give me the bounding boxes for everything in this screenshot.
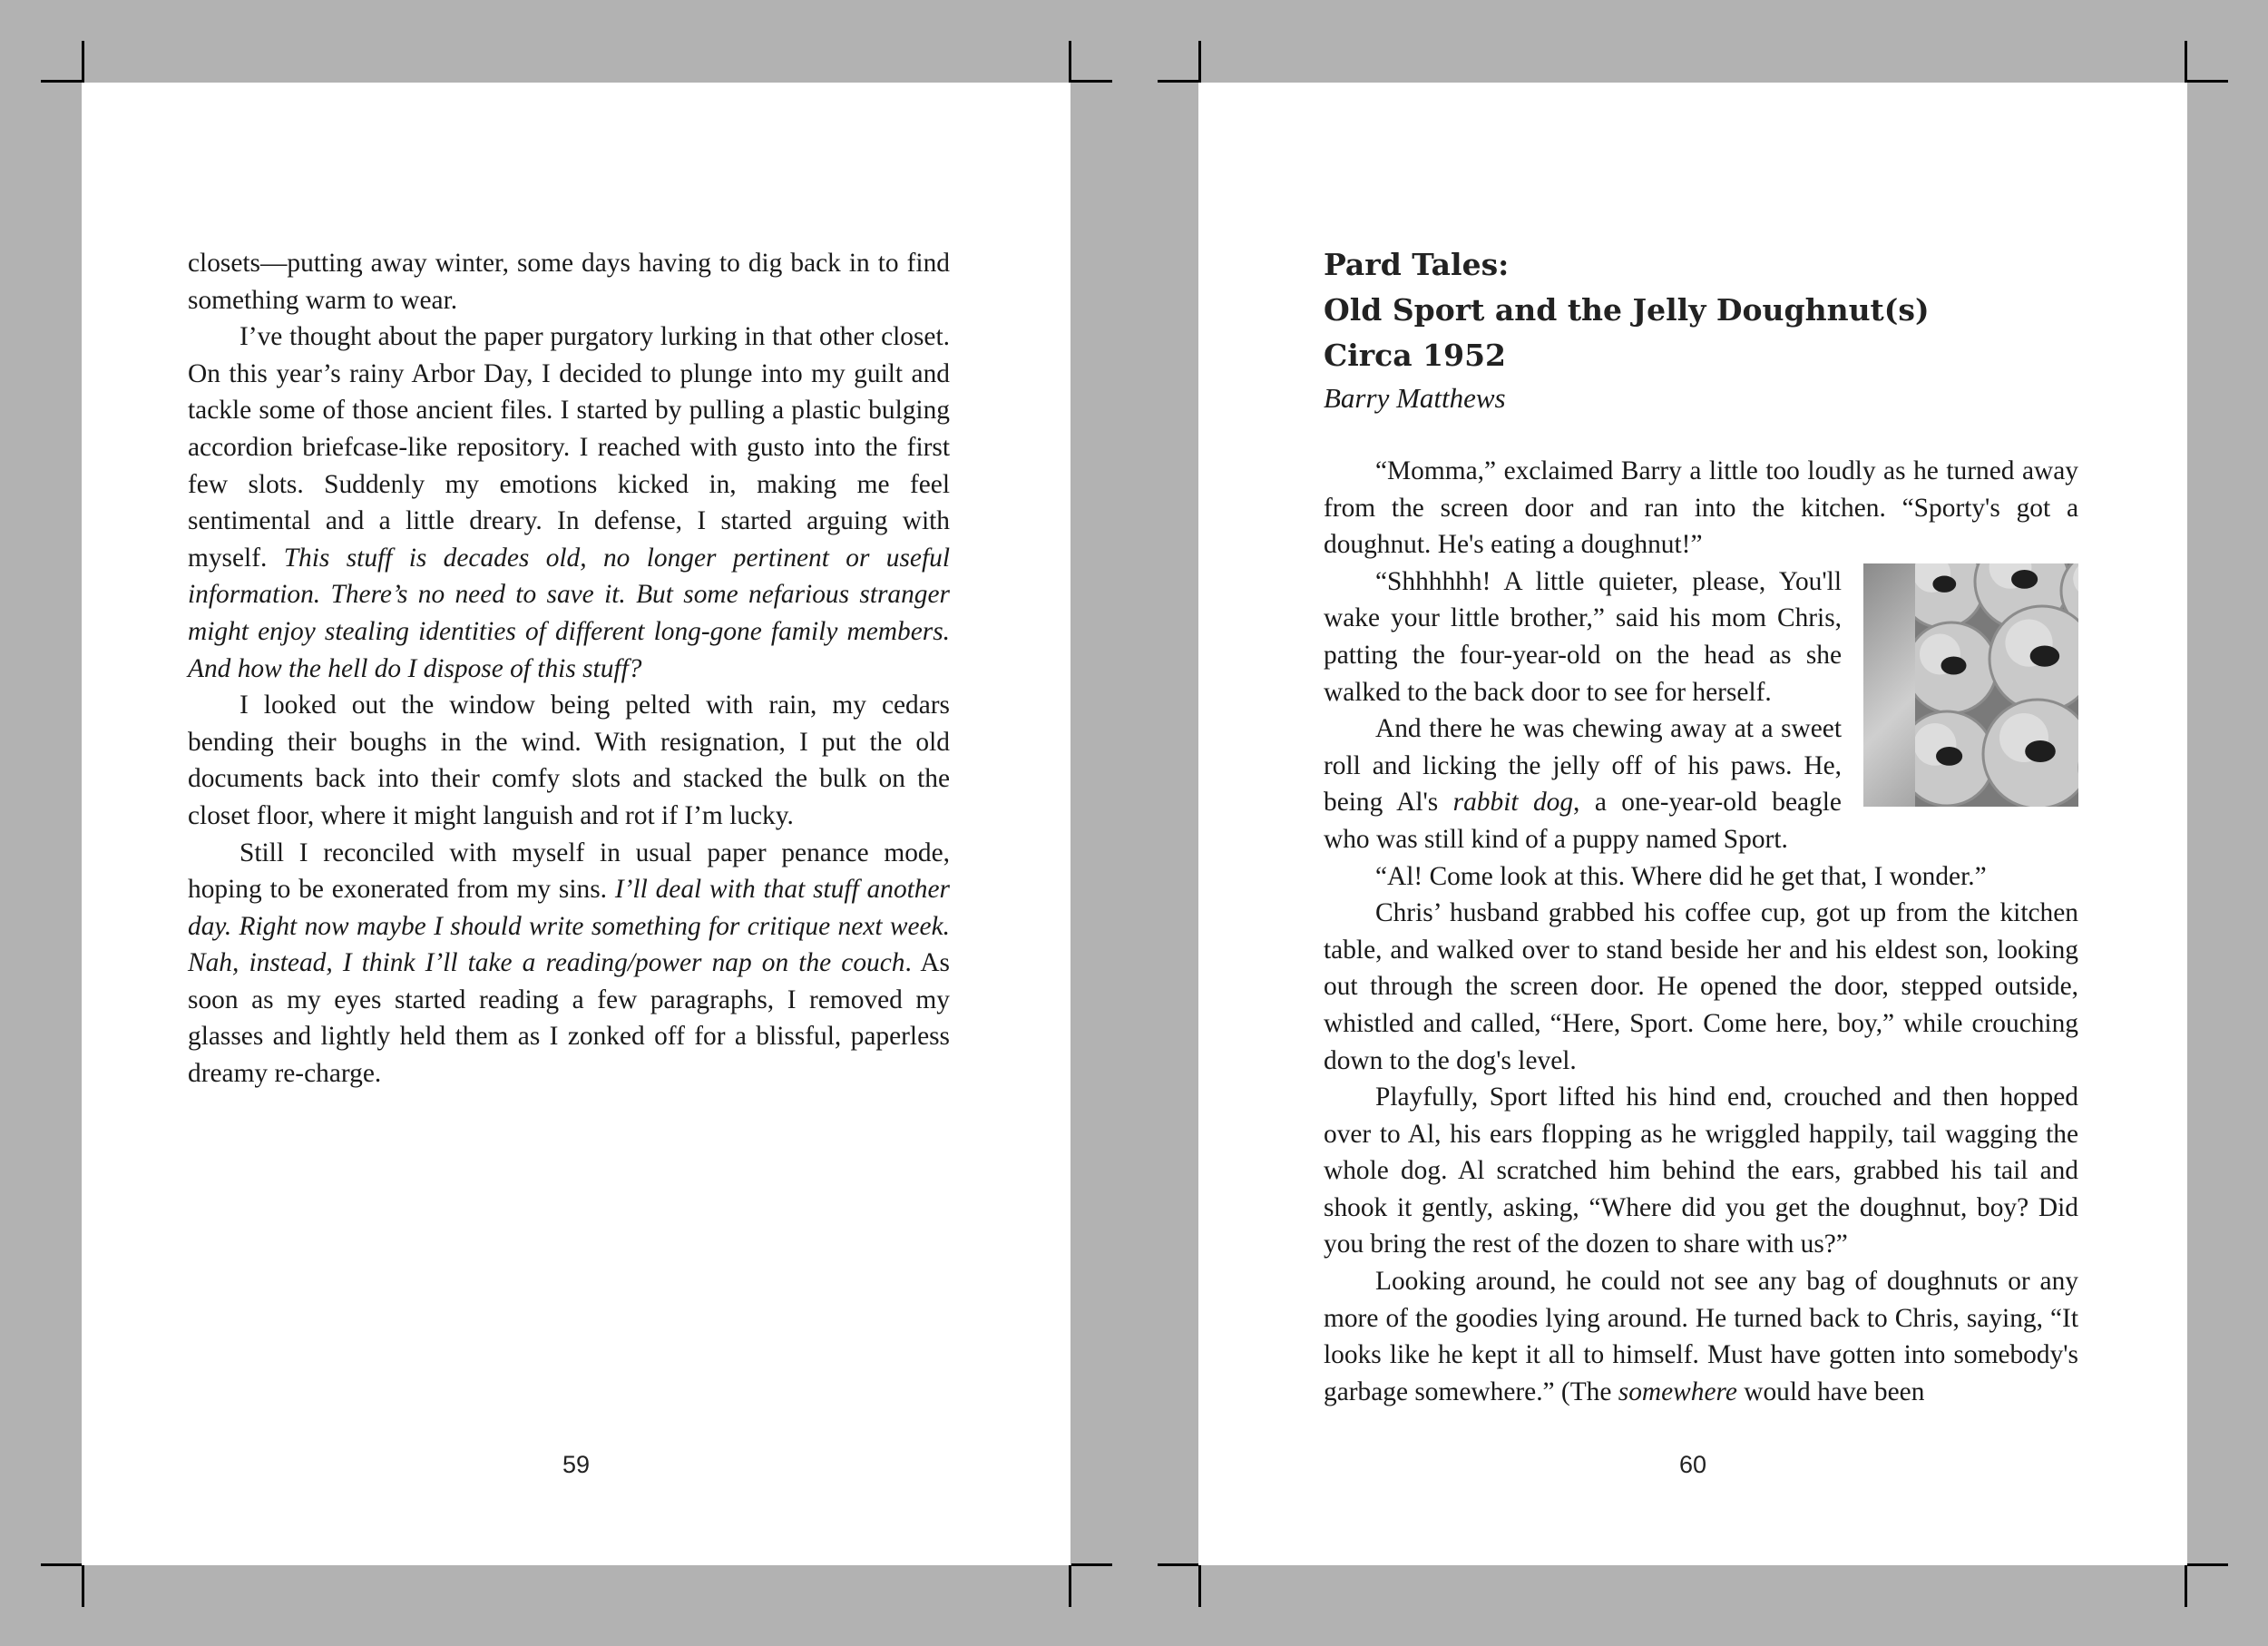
italic-run: somewhere: [1618, 1377, 1737, 1406]
crop-mark: [82, 1565, 84, 1607]
paragraph: [1324, 858, 2078, 896]
jelly-spot: [2030, 645, 2059, 666]
left-page: [82, 83, 1070, 1565]
crop-mark: [1198, 1565, 1201, 1607]
jelly-spot: [2025, 740, 2056, 762]
crop-mark: [1158, 80, 1198, 83]
text-run: I looked out the window being pelted with rain, my cedars bending their boughs in the wind. With resignation, I put the old documents back into their comfy slots and stacked the bulk on the closet floor, where it might languish and rot if I’m lucky.: [188, 691, 950, 830]
crop-mark: [2185, 41, 2187, 83]
left-page-body: [188, 245, 950, 1092]
jelly-spot: [1941, 656, 1967, 674]
paragraph: [1324, 1263, 2078, 1410]
text-run: closets—putting away winter, some days having to dig back in to find something warm to wear.: [188, 249, 950, 315]
right-page-body: [1324, 453, 2078, 1410]
crop-mark: [1071, 1563, 1112, 1566]
text-run: “Momma,” exclaimed Barry a little too loudly as he turned away from the screen door and ran into the kitchen. “Sporty's got a doughnut. He's eating a doughnut!”: [1324, 456, 2078, 560]
text-run: , a one-year-old beagle who was still kind of a puppy named Sport.: [1324, 788, 1842, 854]
right-page: [1198, 83, 2187, 1565]
paragraph: [1324, 563, 2078, 710]
italic-run: I’ll deal with that stuff another day. Right now maybe I should write something for critique next week. Nah, instead, I think I’ll take a reading/power nap on the couch: [188, 875, 950, 978]
page-number: 60: [1678, 1451, 1707, 1478]
crop-mark: [2187, 80, 2228, 83]
paragraph: [188, 835, 950, 1092]
page-number: 59: [562, 1451, 591, 1478]
text-run: I’ve thought about the paper purgatory lurking in that other closet. On this year’s rainy Arbor Day, I decided to plunge into my guilt and tackle some of those ancient files. I started by pulling a plastic bulging accordion briefcase-like repository. I reached with gusto into the first few slots. Suddenly my emotions kicked in, making me feel sentimental and a little dreary. In defense, I started arguing with myself.: [188, 322, 950, 573]
paragraph: [188, 245, 950, 318]
crop-mark: [41, 80, 82, 83]
crop-mark: [2187, 1563, 2228, 1566]
text-run: would have been: [1736, 1377, 1925, 1406]
story-heading: [1324, 242, 2095, 418]
paragraph: [188, 318, 950, 687]
crop-mark: [1158, 1563, 1198, 1566]
paragraph: [1324, 1079, 2078, 1263]
paragraph: [1324, 453, 2078, 563]
crop-mark: [1071, 80, 1112, 83]
text-run: “Shhhhhh! A little quieter, please, You'll wake your little brother,” said his mom Chris, patting the four-year-old on the head as she walked to the back door to see for herself.: [1324, 566, 1842, 707]
text-run: And there he was chewing away at a sweet roll and licking the jelly off of his paws. He, being Al's: [1324, 714, 1842, 818]
paragraph: [188, 687, 950, 834]
story-title: Old Sport and the Jelly Doughnut(s): [1324, 292, 1930, 328]
crop-mark: [2185, 1565, 2187, 1607]
jelly-spot: [1936, 747, 1962, 766]
author-byline: Barry Matthews: [1324, 382, 1506, 414]
crop-mark: [1198, 41, 1201, 83]
text-run: “Al! Come look at this. Where did he get that, I wonder.”: [1375, 861, 1987, 891]
text-run: Still I reconciled with myself in usual paper penance mode, hoping to be exonerated from my sins.: [188, 838, 950, 905]
paragraph: [1324, 895, 2078, 1079]
story-date: Circa 1952: [1324, 338, 1506, 373]
text-run: . As soon as my eyes started reading a few paragraphs, I removed my glasses and lightly held them as I zonked off for a blissful, paperless dreamy re-charge.: [188, 948, 950, 1089]
crop-mark: [1069, 41, 1071, 83]
crop-mark: [82, 41, 84, 83]
text-run: Chris’ husband grabbed his coffee cup, got up from the kitchen table, and walked over to stand beside her and his eldest son, looking out through the screen door. He opened the door, stepped outside, whistled and called, “Here, Sport. Come here, boy,” while crouching down to the dog's level.: [1324, 898, 2078, 1075]
jelly-spot: [1932, 575, 1956, 592]
text-run: Looking around, he could not see any bag of doughnuts or any more of the goodies lying around. He turned back to Chris, saying, “It looks like he kept it all to himself. Must have gotten into somebody's garbage somewhere.” (The: [1324, 1267, 2078, 1406]
crop-mark: [1069, 1565, 1071, 1607]
italic-run: This stuff is decades old, no longer pertinent or useful information. There’s no need to save it. But some nefarious stranger might enjoy stealing identities of different long-gone family members. And how the hell do I dispose of this stuff?: [188, 543, 950, 683]
series-title: Pard Tales:: [1324, 247, 1510, 282]
jelly-doughnuts-photo: [1863, 563, 2078, 807]
text-run: Playfully, Sport lifted his hind end, crouched and then hopped over to Al, his ears flopping as he wriggled happily, tail wagging the whole dog. Al scratched him behind the ears, grabbed his tail and shook it gently, asking, “Where did you get the doughnut, boy? Did you bring the rest of the dozen to share with us?”: [1324, 1083, 2078, 1259]
crop-mark: [41, 1563, 82, 1566]
italic-run: rabbit dog: [1452, 788, 1574, 818]
jelly-spot: [2011, 570, 2038, 589]
